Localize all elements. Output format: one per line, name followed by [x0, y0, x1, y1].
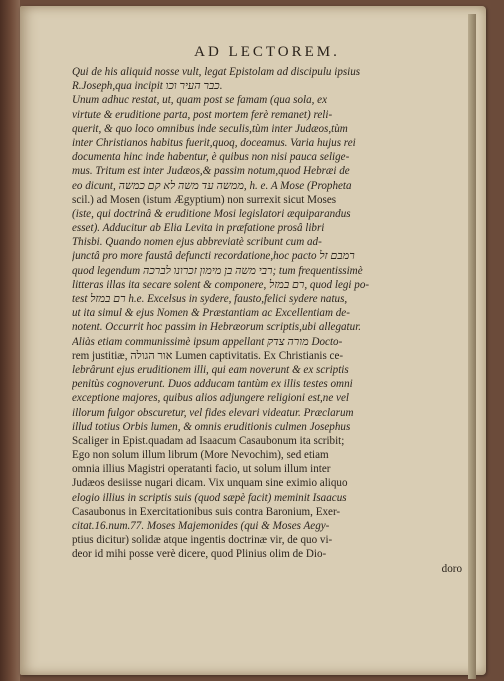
text-line: mus. Tritum est inter Judæos,& passim notum,quod Hebræi de: [72, 165, 350, 178]
text-line: Scaliger in Epist.quadam ad Isaacum Casaubonum ita scribit;: [72, 434, 345, 447]
text-line: virtute & eruditione parta, post mortem ferè remanet) reli-: [72, 108, 333, 121]
text-line: Aliàs etiam communissimè ipsum appellant ‫מורה צדק‬ Docto-: [72, 335, 343, 348]
text-line: inter Christianos habitus fuerit,quoq, doceamus. Varia hujus rei: [72, 136, 356, 149]
text-line: exceptione majores, quibus alios adjungere religioni est,ne vel: [72, 392, 349, 405]
text-line: litteras illas ita secare solent & componere, ‫רם במזל‬, quod legi po-: [72, 278, 370, 291]
text-line: Ego non solum illum librum (More Nevochim), sed etiam: [72, 449, 329, 462]
text-line: eo dicunt, ‫ממשה עד משה לא קם כמשה‬, h. e. A Mose (Propheta: [72, 179, 352, 192]
text-line: penitùs cognoverunt. Duos adducam tantùm ex illis testes omni: [72, 378, 353, 391]
text-line: quod legendum ‫רבי משה בן מימון זכרונו לברכה‬; tum frequentissimè: [72, 264, 363, 277]
text-line: deor id mihi posse verè dicere, quod Plinius olim de Dio-: [72, 548, 327, 561]
text-line: ut ita simul & ejus Nomen & Præstantiam ac Excellentiam de-: [72, 307, 350, 320]
text-line: lebrârunt ejus eruditionem illi, qui eam noverunt & ex scriptis: [72, 363, 349, 376]
text-line: Unum adhuc restat, ut, quam post se famam (qua sola, ex: [72, 94, 328, 107]
text-line: test ‫רם במזל‬ h.e. Excelsus in sydere, fausto,felici sydere natus,: [72, 293, 348, 305]
text-line: Judæos desiisse nugari dicam. Vix unquam sine eximio aliquo: [72, 477, 348, 490]
text-line: Thisbi. Quando nomen ejus abbreviatè scribunt cum ad-: [72, 236, 322, 249]
page-content: [72, 44, 462, 576]
text-line: notent. Occurrit hoc passim in Hebræorum scriptis,ubi allegatur.: [72, 321, 362, 334]
text-line: documenta hinc inde habentur, è quibus non nisi pauca selige-: [72, 151, 350, 164]
text-line: (iste, qui doctrinâ & eruditione Mosi legislatori æquiparandus: [72, 207, 351, 220]
book-page: [20, 6, 486, 675]
page-edge: [468, 14, 476, 679]
text-line: esset). Adducitur ab Elia Levita in præfatione prosâ libri: [72, 222, 325, 235]
text-line: junctâ pro more faustâ defuncti recordatione,hoc pacto ‫רמבם זל‬: [72, 250, 355, 263]
body-text: [72, 65, 462, 576]
text-line: elogio illius in scriptis suis (quod sæpè facit) meminit Isaacus: [72, 491, 347, 504]
text-line: omnia illius Magistri operatanti facio, ut solum illum inter: [72, 463, 331, 476]
text-line: ptius dicitur) solidæ atque ingentis doctrinæ vir, de quo vi-: [72, 534, 333, 547]
text-line: rem justitiæ, ‫אור הגולה‬ Lumen captivitatis. Ex Christianis ce-: [72, 349, 344, 362]
text-line: Qui de his aliquid nosse vult, legat Epistolam ad discipulu ipsius: [72, 66, 361, 78]
text-line: Casaubonus in Exercitationibus suis contra Baronium, Exer-: [72, 505, 341, 518]
book-binding: [0, 0, 20, 681]
text-line: illud totius Orbis lumen, & omnis eruditionis culmen Josephus: [72, 420, 351, 433]
page-header: AD LECTOREM.: [194, 44, 340, 60]
text-line: querit, & quo loco omnibus inde seculis,tùm inter Judæos,tùm: [72, 122, 348, 135]
text-line: doro: [441, 562, 462, 575]
text-line: R.Joseph,qua incipit ‫כבר העיר וכו‬.: [72, 80, 223, 93]
text-line: illorum fulgor obscuretur, vel fides elevari videatur. Præclarum: [72, 406, 354, 419]
text-line: citat.16.num.77. Moses Majemonides (qui & Moses Aegy-: [72, 520, 330, 532]
text-line: scil.) ad Mosen (istum Ægyptium) non surrexit sicut Moses: [72, 193, 337, 206]
